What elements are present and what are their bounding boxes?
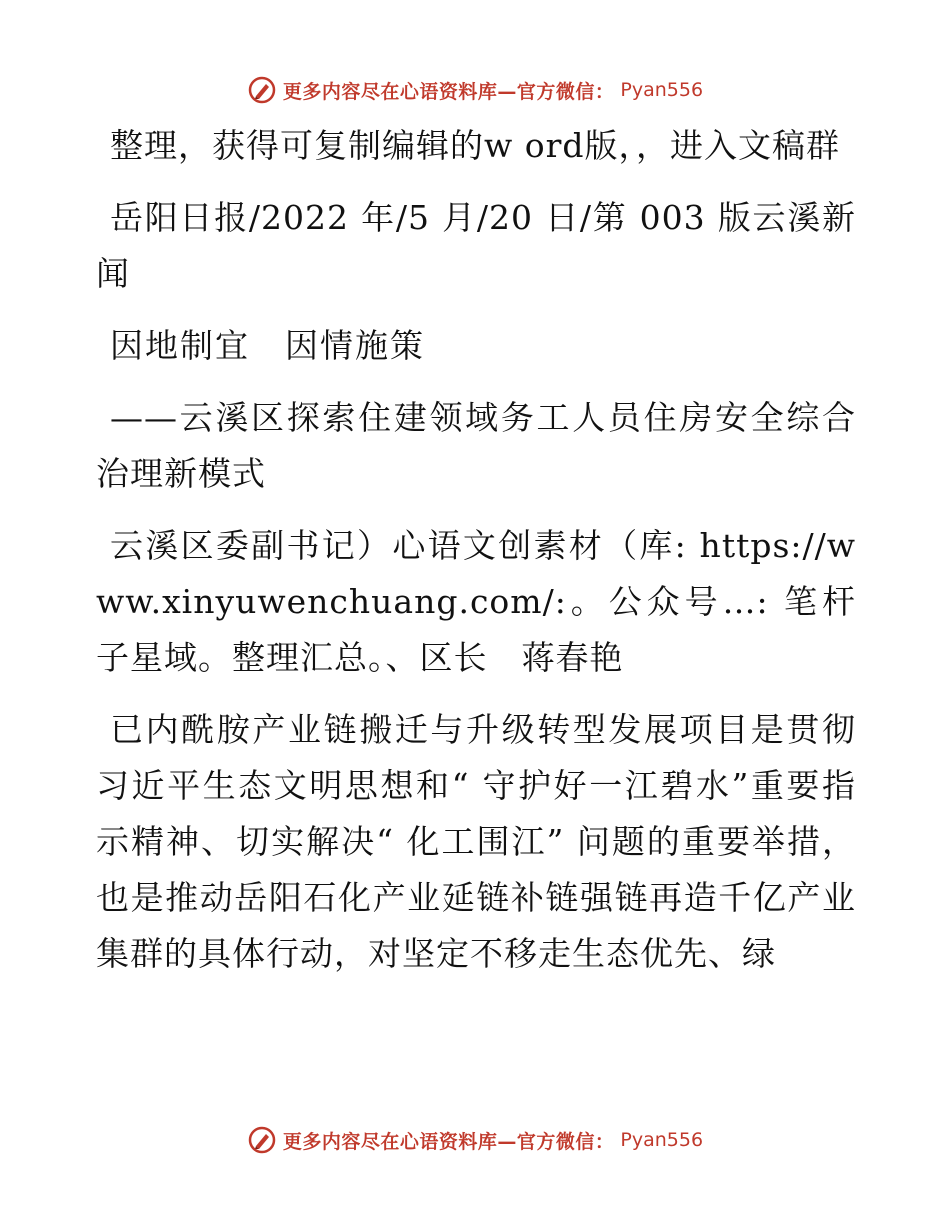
banner-wechat-id: Pyan556 <box>620 79 704 101</box>
header-banner <box>0 70 950 110</box>
pen-logo-icon <box>247 75 277 105</box>
document-body <box>96 118 856 998</box>
body-paragraph: 已内酰胺产业链搬迁与升级转型发展项目是贯彻习近平生态文明思想和“ 守护好一江碧水”重要指示精神、切实解决“ 化工围江” 问题的重要举措，也是推动岳阳石化产业延链补链强链再造千亿产业集群的具体行动，对坚定不移走生态优先、绿 <box>96 710 856 973</box>
author-line: 云溪区委副书记）心语文创素材（库: https://www.xinyuwenchuang.com/:。公众号…: 笔杆子星域。整理汇总。、区长 蒋春艳 <box>96 526 856 677</box>
article-subtitle: ——云溪区探索住建领域务工人员住房安全综合治理新模式 <box>96 398 856 493</box>
article-title: 因地制宜 因情施策 <box>110 326 425 365</box>
banner-wechat-id: Pyan556 <box>620 1129 704 1151</box>
banner-text: 更多内容尽在心语资料库—官方微信： <box>282 80 615 103</box>
source-line: 岳阳日报/2022 年/5 月/20 日/第 003 版云溪新闻 <box>96 198 856 293</box>
intro-paragraph: 整理，获得可复制编辑的w ord版，，进入文稿群 <box>110 126 841 165</box>
banner-text: 更多内容尽在心语资料库—官方微信： <box>282 1130 615 1153</box>
pen-logo-icon <box>247 1125 277 1155</box>
footer-banner <box>0 1120 950 1160</box>
